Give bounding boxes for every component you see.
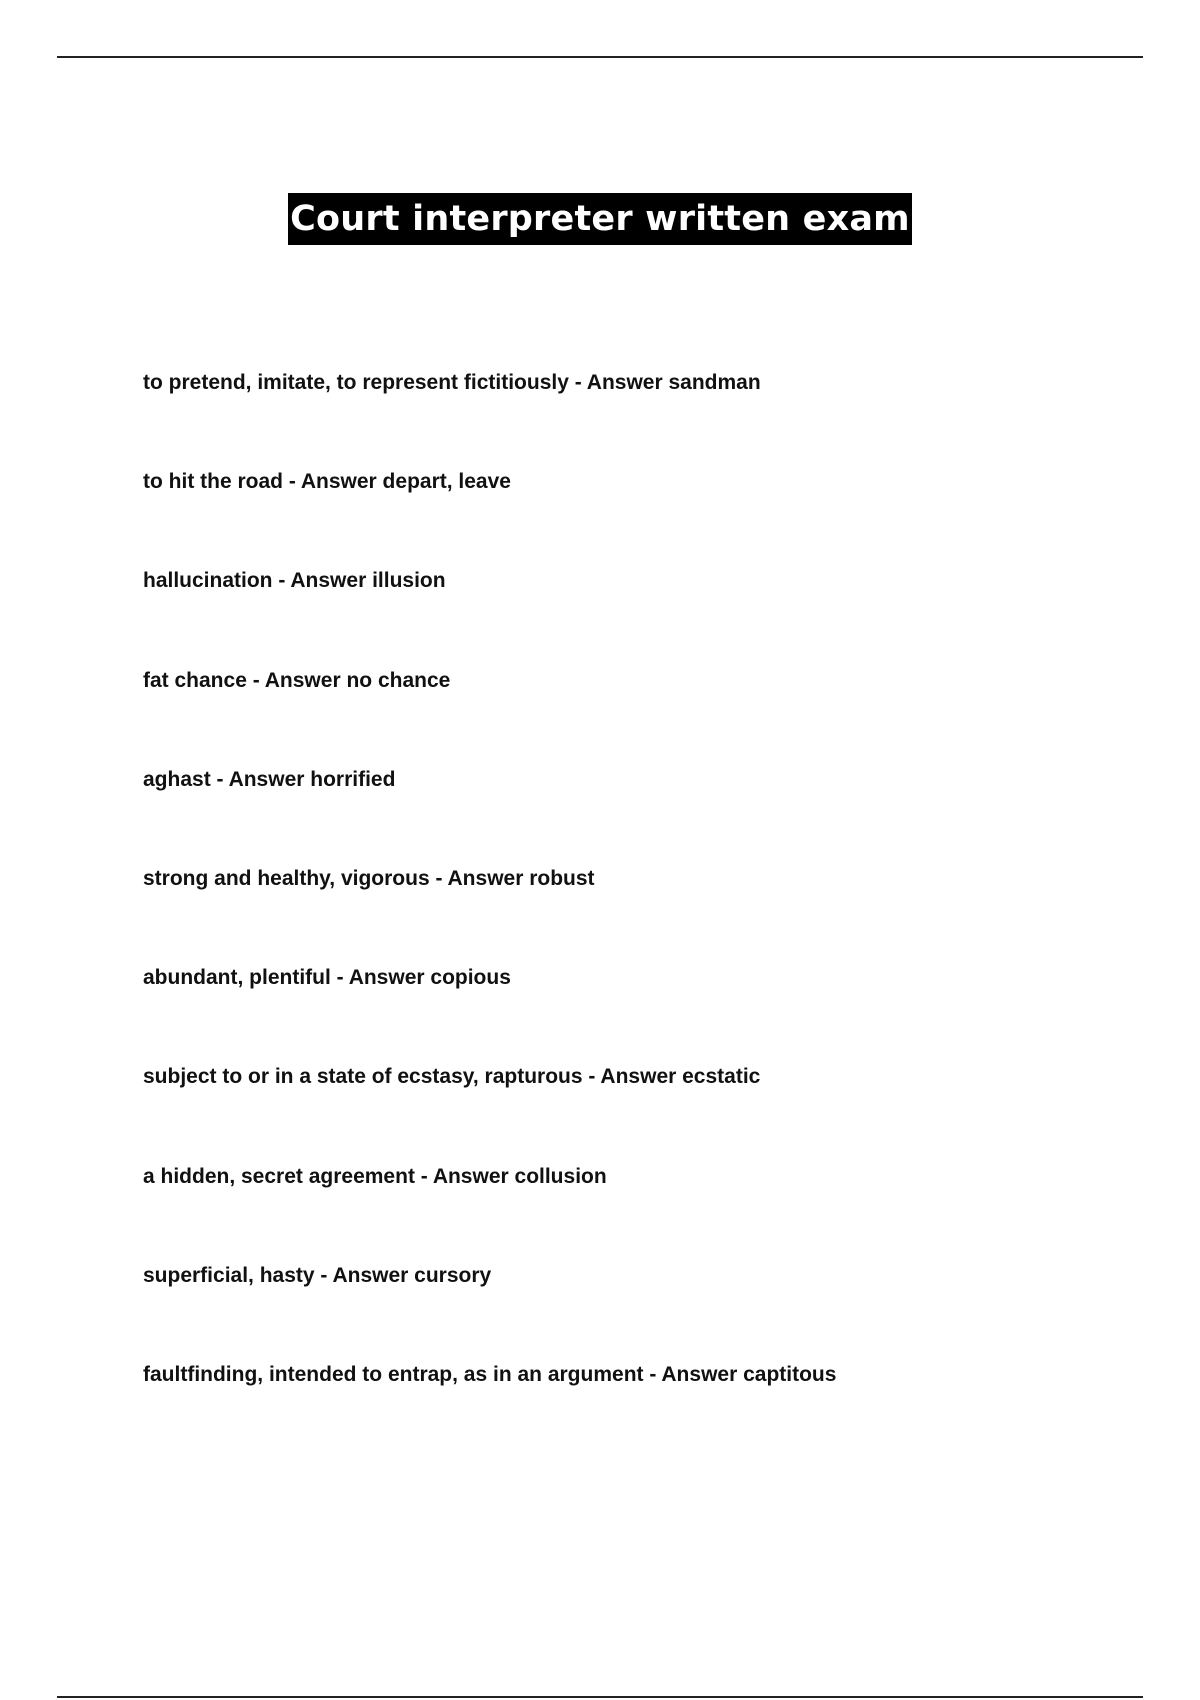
title-container [0,193,1200,245]
qa-item: aghast - Answer horrified [143,767,396,791]
qa-item: faultfinding, intended to entrap, as in an argument - Answer captitous [143,1362,837,1386]
qa-item: superficial, hasty - Answer cursory [143,1263,492,1287]
qa-item: hallucination - Answer illusion [143,569,446,593]
qa-item: a hidden, secret agreement - Answer collusion [143,1164,607,1188]
qa-item: fat chance - Answer no chance [143,668,451,692]
qa-item: abundant, plentiful - Answer copious [143,966,511,990]
qa-item: subject to or in a state of ecstasy, rapturous - Answer ecstatic [143,1065,761,1089]
document-title: Court interpreter written exam [288,193,912,245]
bottom-divider [57,1696,1143,1698]
qa-list [143,370,836,1461]
qa-item: strong and healthy, vigorous - Answer robust [143,866,595,890]
qa-item: to pretend, imitate, to represent fictitiously - Answer sandman [143,371,761,394]
qa-item: to hit the road - Answer depart, leave [143,470,511,494]
top-divider [57,56,1143,58]
